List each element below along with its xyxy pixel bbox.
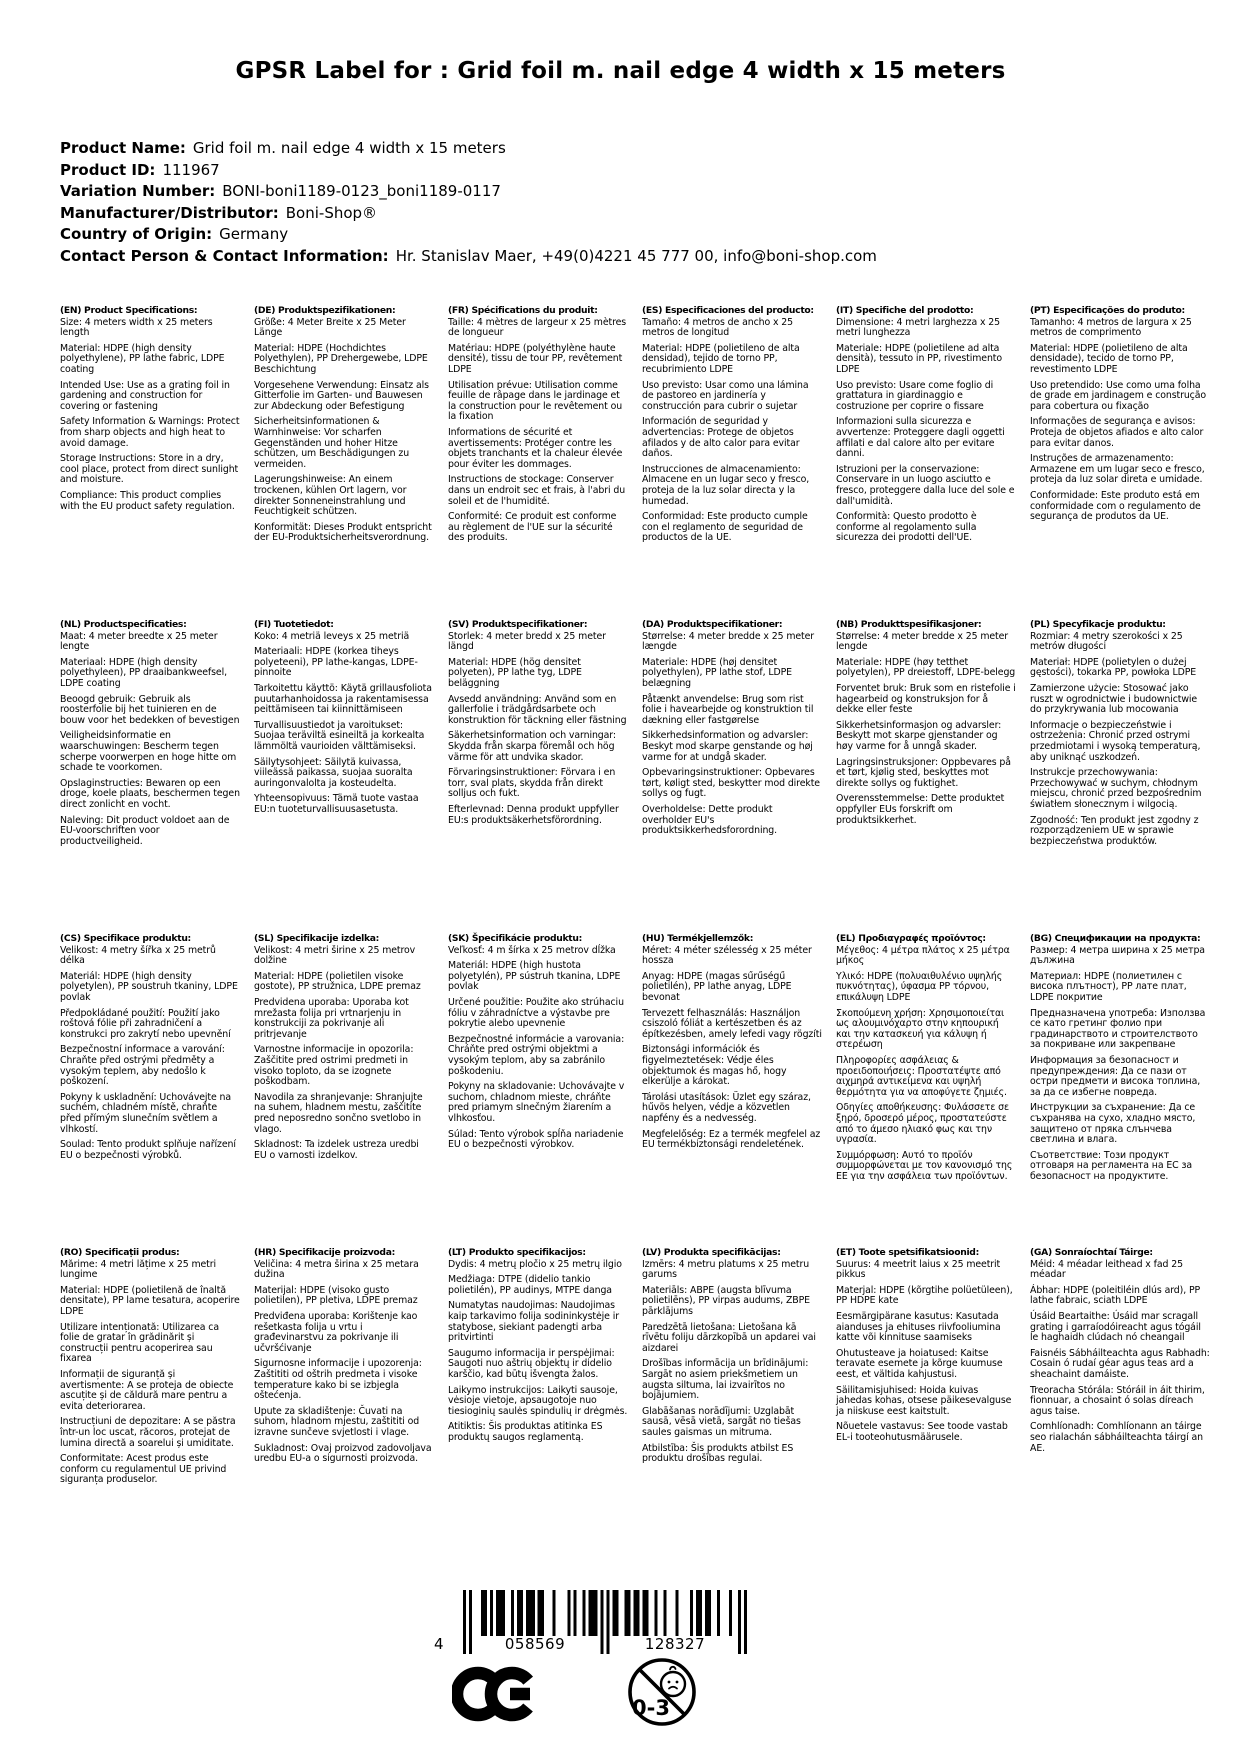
- barcode-bar: [708, 1590, 711, 1636]
- product-info-label: Contact Person & Contact Information:: [60, 246, 389, 265]
- spec-paragraph: Material: HDPE (polietilen visoke gostote), PP stružnica, LDPE premaz: [254, 970, 421, 993]
- spec-paragraph: Säilytysohjeet: Säilytä kuivassa, viileässä paikassa, suojaa suoralta auringonvalolta ja kosteudelta.: [254, 756, 413, 789]
- spec-paragraph: Zgodność: Ten produkt jest zgodny z rozporządzeniem UE w sprawie bezpieczeństwa produktów.: [1030, 814, 1199, 847]
- barcode-bar: [520, 1590, 523, 1636]
- barcode-bar: [705, 1590, 708, 1636]
- barcode-bar: [490, 1590, 493, 1636]
- spec-paragraph: Určené použitie: Použite ako strúhaciu fóliu v záhradníctve a výstavbe pre pokrytie alebo upevnenie: [448, 996, 624, 1030]
- spec-block-title: (GA) Sonraíochtaí Táirge:: [1030, 1247, 1153, 1258]
- spec-paragraph: Förvaringsinstruktioner: Förvara i en torr, sval plats, skydda från direkt solljus och fukt.: [448, 767, 616, 800]
- barcode-bar: [601, 1590, 604, 1654]
- product-info-row: [60, 203, 877, 225]
- spec-paragraph: Predvidena uporaba: Uporaba kot mrežasta folija pri vrtnarjenju in konstrukciji za pokrivanje ali pritrjevanje: [254, 996, 409, 1040]
- product-info-value: Boni-Shop®: [285, 203, 378, 222]
- spec-paragraph: Conformidad: Este producto cumple con el reglamento de seguridad de productos de la UE.: [642, 511, 808, 544]
- barcode-bar: [627, 1590, 630, 1636]
- spec-block-title: (DA) Produktspecifikationer:: [642, 619, 783, 630]
- spec-block-lv: [642, 1248, 822, 1562]
- spec-paragraph: Предназначена употреба: Използва се като гретинг фолио при градинарството и строителството за покриване или закрепване: [1030, 1007, 1206, 1051]
- spec-paragraph: Treoracha Stórála: Stóráil in áit thirim, fionnuar, a chosaint ó solas díreach agus taise.: [1030, 1384, 1205, 1417]
- spec-paragraph: Biztonsági információk és figyelmeztetések: Védje éles objektumok és magas hő, hogy elkerülje a károkat.: [642, 1044, 787, 1088]
- spec-paragraph: Sigurnosne informacije i upozorenja: Zaštititi od oštrih predmeta i visoke temperature kako bi se izbjegla oštećenja.: [254, 1358, 422, 1402]
- spec-paragraph: Safety Information & Warnings: Protect from sharp objects and high heat to avoid damage.: [60, 416, 240, 449]
- spec-block-title: (ET) Toote spetsifikatsioonid:: [836, 1247, 979, 1258]
- spec-block-title: (CS) Specifikace produktu:: [60, 933, 191, 944]
- spec-paragraph: Vorgesehene Verwendung: Einsatz als Gitterfolie im Garten- und Bauwesen zur Abdeckung oder Befestigung: [254, 379, 429, 412]
- barcode-bar: [612, 1590, 615, 1636]
- spec-block-hu: [642, 934, 822, 1248]
- spec-paragraph: Laikymo instrukcijos: Laikyti sausoje, vėsioje vietoje, apsaugotoje nuo tiesioginių saulės spindulių ir drėgmės.: [448, 1384, 628, 1417]
- spec-paragraph: Předpokládané použití: Použití jako roštová fólie při zahradničení a konstrukci pro zakrytí nebo upevnění: [60, 1007, 231, 1040]
- product-info-label: Product ID:: [60, 160, 156, 179]
- spec-paragraph: Größe: 4 Meter Breite x 25 Meter Länge: [254, 316, 406, 339]
- product-info-value: Hr. Stanislav Maer, +49(0)4221 45 777 00, info@boni-shop.com: [395, 246, 877, 265]
- barcode-bar: [633, 1590, 636, 1636]
- spec-paragraph: Σκοπούμενη χρήση: Χρησιμοποιείται ως αλουμινόχαρτο στην κηπουρική και την κατασκευή για κάλυψη ή στερέωση: [836, 1007, 1005, 1051]
- spec-paragraph: Eesmärgipärane kasutus: Kasutada aianduses ja ehituses riivfooliumina katte või kinnituse saamiseks: [836, 1310, 1001, 1344]
- spec-paragraph: Koko: 4 metriä leveys x 25 metriä: [254, 630, 410, 642]
- barcode-bar: [606, 1590, 609, 1654]
- spec-paragraph: Size: 4 meters width x 25 meters length: [60, 316, 213, 339]
- spec-paragraph: Storlek: 4 meter bredd x 25 meter längd: [448, 630, 606, 653]
- spec-paragraph: Numatytas naudojimas: Naudojimas kaip tarkavimo folija sodininkystėje ir statybose, siekiant padengti arba pritvirtinti: [448, 1300, 619, 1344]
- spec-paragraph: Informations de sécurité et avertissements: Protéger contre les objets tranchants et la chaleur élevée pour éviter les dommages.: [448, 426, 623, 470]
- spec-paragraph: Material: HDPE (polietilenă de înaltă densitate), PP lame tesatura, acoperire LDPE: [60, 1284, 240, 1317]
- spec-paragraph: Maat: 4 meter breedte x 25 meter lengte: [60, 630, 218, 653]
- barcode-bar: [592, 1590, 595, 1636]
- spec-paragraph: Istruzioni per la conservazione: Conservare in un luogo asciutto e fresco, proteggere dalla luce del sole e dall'umidità.: [836, 463, 1015, 507]
- product-info: [60, 138, 877, 267]
- spec-paragraph: Velikost: 4 metri širine x 25 metrov dolžine: [254, 944, 416, 967]
- spec-paragraph: Uso pretendido: Use como uma folha de grade em jardinagem e construção para cobertura ou fixação: [1030, 379, 1207, 412]
- spec-paragraph: Instruções de armazenamento: Armazene em um lugar seco e fresco, proteja da luz solar direta e umidade.: [1030, 453, 1205, 486]
- spec-paragraph: Soulad: Tento produkt splňuje nařízení EU o bezpečnosti výrobků.: [60, 1139, 236, 1161]
- spec-paragraph: Materiale: HDPE (polietilene ad alta densità), tessuto in PP, rivestimento LDPE: [836, 342, 1003, 375]
- spec-block-title: (LV) Produkta specifikācijas:: [642, 1247, 781, 1258]
- spec-paragraph: Sikkerhetsinformasjon og advarsler: Beskytt mot skarpe gjenstander og høy varme for å unngå skader.: [836, 719, 1002, 752]
- spec-paragraph: Tarkoitettu käyttö: Käytä grillausfoliota puutarhanhoidossa ja rakentamisessa peittämiseen tai kiinnittämiseen: [254, 682, 432, 716]
- spec-paragraph: Glabāšanas norādījumi: Uzglabāt sausā, vēsā vietā, sargāt no tiešas saules gaismas un mitruma.: [642, 1405, 801, 1438]
- barcode-bar: [675, 1590, 678, 1636]
- spec-block-et: [836, 1248, 1016, 1562]
- spec-paragraph: Overholdelse: Dette produkt overholder EU's produktsikkerhedsforordning.: [642, 803, 778, 837]
- barcode-bar: [589, 1590, 592, 1636]
- spec-paragraph: Naleving: Dit product voldoet aan de EU-voorschriften voor productveiligheid.: [60, 814, 230, 847]
- spec-paragraph: Sicherheitsinformationen & Warnhinweise: Vor scharfen Gegenständen und hoher Hitze schützen, um Beschädigungen zu vermeiden.: [254, 416, 410, 470]
- spec-paragraph: Sukladnost: Ovaj proizvod zadovoljava uredbu EU-a o sigurnosti proizvoda.: [254, 1442, 432, 1465]
- spec-block-title: (SV) Produktspecifikationer:: [448, 619, 588, 630]
- spec-paragraph: Material: HDPE (high density polyethylene), PP lathe fabric, LDPE coating: [60, 342, 225, 375]
- spec-paragraph: Conformità: Questo prodotto è conforme al regolamento sulla sicurezza dei prodotti dell'UE.: [836, 511, 977, 544]
- spec-paragraph: Saugumo informacija ir perspėjimai: Saugoti nuo aštrių objektų ir didelio karščio, kad būtų išvengta žalos.: [448, 1347, 615, 1380]
- barcode-digits-left: 058569: [504, 1635, 566, 1653]
- spec-paragraph: Информация за безопасност и предупреждения: Да се пази от остри предмети и висока топлина, за да се избегне повреда.: [1030, 1054, 1201, 1098]
- barcode-bar: [738, 1590, 741, 1654]
- barcode-bar: [699, 1590, 702, 1636]
- product-info-label: Country of Origin:: [60, 225, 213, 243]
- spec-paragraph: Instrucțiuni de depozitare: A se păstra într-un loc uscat, răcoros, protejat de lumina directă a soarelui și umiditate.: [60, 1416, 236, 1449]
- spec-paragraph: Matériau: HDPE (polyéthylène haute densité), tissu de tour PP, revêtement LDPE: [448, 342, 623, 375]
- spec-paragraph: Ábhar: HDPE (poleitiléin dlús ard), PP lathe fabraic, sciath LDPE: [1030, 1284, 1201, 1307]
- product-info-value: BONI-boni1189-0123_boni1189-0117: [222, 182, 501, 200]
- spec-paragraph: Compliance: This product complies with the EU product safety regulation.: [60, 489, 235, 512]
- spec-paragraph: Úsáid Beartaithe: Úsáid mar scragall grating i garraíodóireacht agus tógáil le haghaidh clúdach nó cheangail: [1030, 1310, 1201, 1344]
- spec-paragraph: Υλικό: HDPE (πολυαιθυλένιο υψηλής πυκνότητας), ύφασμα PP τόρνου, επικάλυψη LDPE: [836, 970, 1003, 1003]
- barcode-bar: [463, 1590, 466, 1654]
- spec-paragraph: Μέγεθος: 4 μέτρα πλάτος x 25 μέτρα μήκος: [836, 944, 1010, 967]
- spec-paragraph: Materiaali: HDPE (korkea tiheys polyeteeni), PP lathe-kangas, LDPE-pinnoite: [254, 646, 418, 679]
- spec-block-title: (DE) Produktspezifikationen:: [254, 305, 396, 316]
- barcode-bar: [553, 1590, 556, 1636]
- spec-block-da: [642, 620, 822, 934]
- spec-paragraph: Informazioni sulla sicurezza e avvertenze: Proteggere dagli oggetti affilati e dal calore alto per evitare danni.: [836, 416, 1005, 460]
- barcode-bar: [729, 1590, 732, 1636]
- spec-paragraph: Material: HDPE (polietileno de alta densidade), tecido de torno PP, revestimento LDPE: [1030, 342, 1188, 375]
- spec-paragraph: Veličina: 4 metra širina x 25 metara dužina: [254, 1258, 419, 1281]
- spec-paragraph: Atbilstība: Šis produkts atbilst ES produktu drošības regulai.: [642, 1442, 794, 1465]
- barcode-bar: [624, 1590, 627, 1636]
- spec-paragraph: Materiale: HDPE (høj densitet polyethylen), PP lathe stof, LDPE belægning: [642, 656, 792, 689]
- spec-paragraph: Varnostne informacije in opozorila: Zaščitite pred ostrimi predmeti in visoko toploto, da se izognete poškodbam.: [254, 1044, 414, 1088]
- spec-paragraph: Megfelelőség: Ez a termék megfelel az EU termékbiztonsági rendeletének.: [642, 1128, 821, 1151]
- spec-paragraph: Bezpečnostné informácie a varovania: Chráňte pred ostrými objektmi a vysokým teplom, aby sa zabránilo poškodeniu.: [448, 1033, 625, 1077]
- spec-paragraph: Materiale: HDPE (høy tetthet polyetylen), PP dreiestoff, LDPE-belegg: [836, 656, 1016, 679]
- spec-paragraph: Medžiaga: DTPE (didelio tankio polietilén), PP audinys, MTPE danga: [448, 1274, 612, 1296]
- product-info-value: Germany: [219, 225, 289, 243]
- spec-paragraph: Instrucciones de almacenamiento: Almacene en un lugar seco y fresco, proteja de la luz solar directa y la humedad.: [642, 463, 810, 507]
- spec-block-title: (FI) Tuotetiedot:: [254, 619, 334, 630]
- spec-block-title: (EL) Προδιαγραφές προϊόντος:: [836, 933, 986, 944]
- barcode-digit-prefix: 4: [434, 1635, 445, 1653]
- barcode-bar: [499, 1590, 502, 1636]
- spec-block-title: (LT) Produkto specifikacijos:: [448, 1247, 586, 1258]
- spec-paragraph: Mărime: 4 metri lățime x 25 metri lungime: [60, 1258, 216, 1281]
- spec-block-es: [642, 306, 822, 620]
- spec-paragraph: Dydis: 4 metrų pločio x 25 metrų ilgio: [448, 1258, 622, 1270]
- barcode-bar: [717, 1590, 720, 1636]
- barcode-bar: [696, 1590, 699, 1636]
- barcode-bar: [645, 1590, 648, 1636]
- barcode-bar: [690, 1590, 693, 1636]
- spec-block-cs: [60, 934, 240, 1248]
- spec-block-title: (IT) Specifiche del prodotto:: [836, 305, 974, 316]
- product-info-value: 111967: [162, 160, 220, 179]
- spec-paragraph: Comhlíonadh: Comhlíonann an táirge seo rialachán sábháilteachta táirgí an AE.: [1030, 1421, 1203, 1454]
- spec-paragraph: Инструкции за съхранение: Да се съхранява на сухо, хладно място, защитено от пряка слънчева светлина и влага.: [1030, 1102, 1196, 1146]
- spec-paragraph: Størrelse: 4 meter bredde x 25 meter lengde: [836, 630, 1009, 653]
- spec-block-fi: [254, 620, 434, 934]
- age-warning-icon: [627, 1657, 697, 1727]
- barcode-bar: [511, 1590, 514, 1636]
- spec-paragraph: Pokyny k uskladnění: Uchovávejte na suchém, chladném místě, chraňte před přímým slunečním světlem a vlhkostí.: [60, 1091, 232, 1135]
- spec-block-lt: [448, 1248, 628, 1562]
- spec-paragraph: Méid: 4 méadar leithead x fad 25 méadar: [1030, 1258, 1183, 1281]
- spec-paragraph: Storage Instructions: Store in a dry, cool place, protect from direct sunlight and moisture.: [60, 453, 239, 486]
- product-info-row: [60, 181, 877, 203]
- barcode-bar: [744, 1590, 747, 1654]
- spec-paragraph: Navodila za shranjevanje: Shranjujte na suhem, hladnem mestu, zaščitite pred neposredno sončno svetlobo in vlago.: [254, 1091, 423, 1135]
- spec-paragraph: Overensstemmelse: Dette produktet oppfyller EUs forskrift om produktsikkerhet.: [836, 793, 1005, 826]
- spec-paragraph: Lagerungshinweise: An einem trockenen, kühlen Ort lagern, vor direkter Sonneneinstrahlung und Feuchtigkeit schützen.: [254, 474, 407, 518]
- spec-paragraph: Konformität: Dieses Produkt entspricht der EU-Produktsicherheitsverordnung.: [254, 521, 432, 544]
- spec-paragraph: Bezpečnostní informace a varování: Chraňte před ostrými předměty a vysokým teplem, aby nedošlo k poškození.: [60, 1044, 225, 1088]
- spec-paragraph: Opslaginstructies: Bewaren op een droge, koele plaats, beschermen tegen direct zonlicht en vocht.: [60, 777, 240, 810]
- spec-paragraph: Drošības informācija un brīdinājumi: Sargāt no asiem priekšmetiem un augsta siltuma, lai izvairītos no bojājumiem.: [642, 1358, 809, 1402]
- spec-paragraph: Taille: 4 mètres de largeur x 25 mètres de longueur: [448, 316, 627, 339]
- spec-paragraph: Informații de siguranță și avertismente: A se proteja de obiecte ascuțite și de căldură mare pentru a evita deteriorarea.: [60, 1368, 234, 1412]
- barcode-bar: [529, 1590, 532, 1636]
- spec-paragraph: Размер: 4 метра ширина x 25 метра дължина: [1030, 944, 1205, 967]
- barcode-bar: [568, 1590, 571, 1636]
- barcode-bar: [484, 1590, 487, 1636]
- barcode-bar: [574, 1590, 577, 1636]
- barcode-bar: [654, 1590, 657, 1636]
- spec-paragraph: Tárolási utasítások: Üzlet egy száraz, hűvös helyen, védje a közvetlen napfény és a nedvesség.: [642, 1091, 811, 1124]
- spec-paragraph: Intended Use: Use as a grating foil in gardening and construction for covering or fastening: [60, 379, 230, 412]
- spec-paragraph: Veiligheidsinformatie en waarschuwingen: Bescherm tegen scherpe voorwerpen en hoge hitte om schade te voorkomen.: [60, 730, 237, 774]
- barcode-bar: [526, 1590, 529, 1636]
- spec-block-pl: [1030, 620, 1210, 934]
- barcode-bar: [481, 1590, 484, 1636]
- spec-block-sv: [448, 620, 628, 934]
- spec-paragraph: Materjal: HDPE (kõrgtihe polüetüleen), PP HDPE kate: [836, 1284, 1013, 1307]
- spec-block-bg: [1030, 934, 1210, 1248]
- product-info-value: Grid foil m. nail edge 4 width x 15 meters: [192, 139, 506, 157]
- spec-block-pt: [1030, 306, 1210, 620]
- spec-paragraph: Informacje o bezpieczeństwie i ostrzeżenia: Chronić przed ostrymi przedmiotami i wysoką temperaturą, aby uniknąć uszkodzeń.: [1030, 719, 1201, 763]
- spec-paragraph: Sikkerhedsinformation og advarsler: Beskyt mod skarpe genstande og høj varme for at undgå skader.: [642, 730, 813, 763]
- spec-paragraph: Conformidade: Este produto está em conformidade com o regulamento de segurança de produtos da UE.: [1030, 489, 1201, 523]
- spec-paragraph: Velikost: 4 metry šířka x 25 metrů délka: [60, 944, 216, 967]
- barcode-bar: [595, 1590, 598, 1636]
- spec-paragraph: Conformité: Ce produit est conforme au règlement de l'UE sur la sécurité des produits.: [448, 511, 617, 544]
- spec-paragraph: Méret: 4 méter szélesség x 25 méter hossza: [642, 944, 812, 967]
- product-info-row: [60, 224, 877, 246]
- spec-block-en: [60, 306, 240, 620]
- barcode-bar: [538, 1590, 541, 1636]
- spec-paragraph: Material: HDPE (polietileno de alta densidad), tejido de torno PP, recubrimiento LDPE: [642, 342, 800, 375]
- spec-block-title: (SK) Špecifikácie produktu:: [448, 933, 582, 944]
- spec-block-title: (SL) Specifikacije izdelka:: [254, 933, 380, 944]
- spec-paragraph: Paredzētā lietošana: Lietošana kā rīvētu foliju dārzkopībā un apdarei vai aizdarei: [642, 1321, 816, 1354]
- barcode-bar: [636, 1590, 639, 1636]
- spec-paragraph: Utilizare intenționată: Utilizarea ca folie de gratar în grădinărit și construcții pentru acoperirea sau fixarea: [60, 1321, 219, 1365]
- spec-block-title: (PL) Specyfikacje produktu:: [1030, 619, 1166, 630]
- ce-mark-icon: [452, 1666, 538, 1722]
- spec-paragraph: Instrukcje przechowywania: Przechowywać w suchym, chłodnym miejscu, chronić przed bezpośrednim światłem słonecznym i wilgocią.: [1030, 767, 1202, 810]
- spec-paragraph: Informações de segurança e avisos: Proteja de objetos afiados e alto calor para evitar danos.: [1030, 416, 1204, 449]
- spec-paragraph: Säkerhetsinformation och varningar: Skydda från skarpa föremål och hög värme för att undvika skador.: [448, 730, 616, 763]
- product-info-label: Manufacturer/Distributor:: [60, 203, 279, 222]
- spec-paragraph: Rozmiar: 4 metry szerokości x 25 metrów długości: [1030, 630, 1183, 653]
- spec-paragraph: Tamanho: 4 metros de largura x 25 metros de comprimento: [1030, 316, 1192, 339]
- spec-grid: [60, 306, 1210, 1562]
- barcode-bar: [532, 1590, 535, 1636]
- spec-block-title: (BG) Спецификации на продукта:: [1030, 933, 1201, 944]
- barcode-bar: [517, 1590, 520, 1636]
- spec-paragraph: Veľkosť: 4 m šírka x 25 metrov dĺžka: [448, 944, 616, 956]
- spec-paragraph: Beoogd gebruik: Gebruik als roosterfolie bij het tuinieren en de bouw voor het bedekken of bevestigen: [60, 693, 240, 726]
- spec-paragraph: Avsedd användning: Använd som en gallerfolie i trädgårdsarbete och konstruktion för täckning eller fästning: [448, 693, 627, 726]
- spec-paragraph: Materiāls: ABPE (augsta blīvuma polietilēns), PP virpas audums, ZBPE pārklājums: [642, 1284, 811, 1317]
- spec-paragraph: Nõuetele vastavus: See toode vastab EL-i tooteohutusmäärusele.: [836, 1421, 1008, 1443]
- spec-block-hr: [254, 1248, 434, 1562]
- spec-paragraph: Съответствие: Този продукт отговаря на регламента на ЕС за безопасност на продуктите.: [1030, 1149, 1193, 1182]
- page-title: GPSR Label for : Grid foil m. nail edge 4 width x 15 meters: [235, 58, 1006, 84]
- spec-paragraph: Lagringsinstruksjoner: Oppbevares på et tørt, kjølig sted, beskyttes mot direkte sollys og fuktighet.: [836, 756, 1011, 789]
- spec-block-ro: [60, 1248, 240, 1562]
- spec-paragraph: Συμμόρφωση: Αυτό το προϊόν συμμορφώνεται με τον κανονισμό της ΕΕ για την ασφάλεια των προϊόντων.: [836, 1149, 1013, 1182]
- spec-paragraph: Utilisation prévue: Utilisation comme feuille de râpage dans le jardinage et la construction pour le revêtement ou la fixation: [448, 379, 623, 423]
- spec-paragraph: Materiál: HDPE (high density polyetylen), PP soustruh tkaniny, LDPE povlak: [60, 970, 238, 1003]
- spec-block-title: (NL) Productspecificaties:: [60, 619, 187, 630]
- spec-paragraph: Conformitate: Acest produs este conform cu regulamentul UE privind siguranța produselor.: [60, 1453, 227, 1486]
- spec-paragraph: Izmērs: 4 metru platums x 25 metru garums: [642, 1258, 810, 1281]
- spec-paragraph: Forventet bruk: Bruk som en ristefolie i hagearbeid og konstruksjon for å dekke eller feste: [836, 682, 1016, 716]
- spec-block-title: (HU) Termékjellemzők:: [642, 933, 754, 944]
- spec-paragraph: Skladnost: Ta izdelek ustreza uredbi EU o varnosti izdelkov.: [254, 1139, 419, 1161]
- spec-paragraph: Zamierzone użycie: Stosować jako ruszt w ogrodnictwie i budownictwie do przykrywania lub mocowania: [1030, 682, 1198, 716]
- spec-block-sl: [254, 934, 434, 1248]
- spec-paragraph: Anyag: HDPE (magas sűrűségű polietilén), PP lathe anyag, LDPE bevonat: [642, 970, 792, 1003]
- spec-paragraph: Súlad: Tento výrobok spĺňa nariadenie EU o bezpečnosti výrobkov.: [448, 1128, 624, 1151]
- product-info-label: Variation Number:: [60, 182, 216, 200]
- spec-paragraph: Yhteensopivuus: Tämä tuote vastaa EU:n tuoteturvallisuusasetusta.: [254, 793, 419, 815]
- spec-paragraph: Materiaal: HDPE (high density polyethyleen), PP draaibankweefsel, LDPE coating: [60, 656, 227, 689]
- barcode-bar: [502, 1590, 505, 1636]
- barcode-bar: [583, 1590, 586, 1636]
- spec-paragraph: Οδηγίες αποθήκευσης: Φυλάσσετε σε ξηρό, δροσερό μέρος, προστατεύστε από το άμεσο ηλιακό φως και την υγρασία.: [836, 1102, 1009, 1146]
- spec-paragraph: Material: HDPE (hög densitet polyeten), PP lathe tyg, LDPE beläggning: [448, 656, 582, 689]
- spec-paragraph: Tamaño: 4 metros de ancho x 25 metros de longitud: [642, 316, 794, 339]
- spec-block-title: (EN) Product Specifications:: [60, 305, 198, 316]
- spec-block-title: (RO) Specificații produs:: [60, 1247, 180, 1258]
- spec-block-it: [836, 306, 1016, 620]
- spec-paragraph: Turvallisuustiedot ja varoitukset: Suojaa teräviltä esineiltä ja korkealta lämmöltä vaurioiden välttämiseksi.: [254, 719, 425, 752]
- spec-paragraph: Säilitamisjuhised: Hoida kuivas jahedas kohas, otsese päikesevalguse ja niiskuse eest kaitstult.: [836, 1384, 1012, 1417]
- barcode-bar: [615, 1590, 618, 1636]
- spec-block-el: [836, 934, 1016, 1248]
- spec-block-title: (FR) Spécifications du produit:: [448, 305, 598, 316]
- spec-paragraph: Efterlevnad: Denna produkt uppfyller EU:s produktsäkerhetsförordning.: [448, 803, 619, 826]
- spec-paragraph: Tervezett felhasználás: Használjon csiszoló fóliát a kertészetben és az építkezésben, amely lefedi vagy rögzíti: [642, 1007, 822, 1040]
- spec-block-nb: [836, 620, 1016, 934]
- spec-block-title: (ES) Especificaciones del producto:: [642, 305, 814, 316]
- spec-paragraph: Uso previsto: Usar como una lámina de pastoreo en jardinería y construcción para cubrir o sujetar: [642, 379, 809, 412]
- spec-paragraph: Suurus: 4 meetrit laius x 25 meetrit pikkus: [836, 1258, 1001, 1281]
- spec-paragraph: Atitiktis: Šis produktas atitinka ES produktų saugos reglamentą.: [448, 1421, 603, 1443]
- age-warning-label: 0-3: [632, 1696, 670, 1720]
- spec-paragraph: Material: HDPE (Hochdichtes Polyethylen), PP Drehergewebe, LDPE Beschichtung: [254, 342, 428, 375]
- spec-paragraph: Pokyny na skladovanie: Uchovávajte v suchom, chladnom mieste, chráňte pred priamym slnečným žiarením a vlhkosťou.: [448, 1081, 625, 1124]
- spec-paragraph: Πληροφορίες ασφάλειας & προειδοποιήσεις: Προστατέψτε από αιχμηρά αντικείμενα και υψηλή θερμότητα για να αποφύγετε ζημιές.: [836, 1054, 1007, 1098]
- barcode-bar: [469, 1590, 472, 1654]
- spec-block-title: (HR) Specifikacije proizvoda:: [254, 1247, 395, 1258]
- barcode-bar: [642, 1590, 645, 1636]
- spec-paragraph: Faisnéis Sábháilteachta agus Rabhadh: Cosain ó rudaí géar agus teas ard a sheachaint damáiste.: [1030, 1347, 1210, 1380]
- barcode-digits-right: 128327: [644, 1635, 706, 1653]
- spec-paragraph: Materijal: HDPE (visoko gusto polietilen), PP pletiva, LDPE premaz: [254, 1284, 418, 1307]
- spec-block-nl: [60, 620, 240, 934]
- spec-block-title: (PT) Especificações do produto:: [1030, 305, 1185, 316]
- product-info-label: Product Name:: [60, 139, 186, 157]
- barcode-bar: [496, 1590, 499, 1636]
- spec-paragraph: Uso previsto: Usare come foglio di grattatura in giardinaggio e costruzione per coprire o fissare: [836, 379, 994, 412]
- spec-paragraph: Instructions de stockage: Conserver dans un endroit sec et frais, à l'abri du soleil et de l'humidité.: [448, 474, 626, 507]
- spec-block-title: (NB) Produkttspesifikasjoner:: [836, 619, 982, 630]
- product-info-row: [60, 246, 877, 268]
- spec-block-ga: [1030, 1248, 1210, 1562]
- spec-block-sk: [448, 934, 628, 1248]
- spec-paragraph: Påtænkt anvendelse: Brug som rist folie i havearbejde og konstruktion til dækning eller fastgørelse: [642, 693, 814, 726]
- spec-paragraph: Opbevaringsinstruktioner: Opbevares tørt, køligt sted, beskytter mod direkte sollys og fugt.: [642, 767, 820, 800]
- product-info-row: [60, 138, 877, 160]
- product-info-row: [60, 160, 877, 182]
- spec-paragraph: Størrelse: 4 meter bredde x 25 meter længde: [642, 630, 815, 653]
- spec-paragraph: Upute za skladištenje: Čuvati na suhom, hladnom mjestu, zaštititi od izravne sunčeve svjetlosti i vlage.: [254, 1405, 420, 1438]
- baby-face-icon: [661, 1667, 685, 1696]
- spec-paragraph: Материал: HDPE (полиетилен с висока плътност), PP лате плат, LDPE покритие: [1030, 970, 1187, 1003]
- spec-paragraph: Ohutusteave ja hoiatused: Kaitse teravate esemete ja kõrge kuumuse eest, et vältida kahjustusi.: [836, 1347, 1003, 1380]
- spec-paragraph: Predviđena uporaba: Korištenje kao rešetkasta folija u vrtu i građevinarstvu za pokrivanje ili učvršćivanje: [254, 1310, 418, 1354]
- spec-paragraph: Materiál: HDPE (high hustota polyetylén), PP sústruh tkanina, LDPE povlak: [448, 960, 621, 993]
- barcode-bar: [541, 1590, 544, 1636]
- spec-paragraph: Materiał: HDPE (polietylen o dużej gęstości), tokarka PP, powłoka LDPE: [1030, 656, 1197, 679]
- spec-block-de: [254, 306, 434, 620]
- spec-paragraph: Dimensione: 4 metri larghezza x 25 metri lunghezza: [836, 316, 1001, 339]
- barcode-bar: [663, 1590, 666, 1636]
- spec-paragraph: Información de seguridad y advertencias: Protege de objetos afilados y de alto calor para evitar daños.: [642, 416, 800, 460]
- spec-block-fr: [448, 306, 628, 620]
